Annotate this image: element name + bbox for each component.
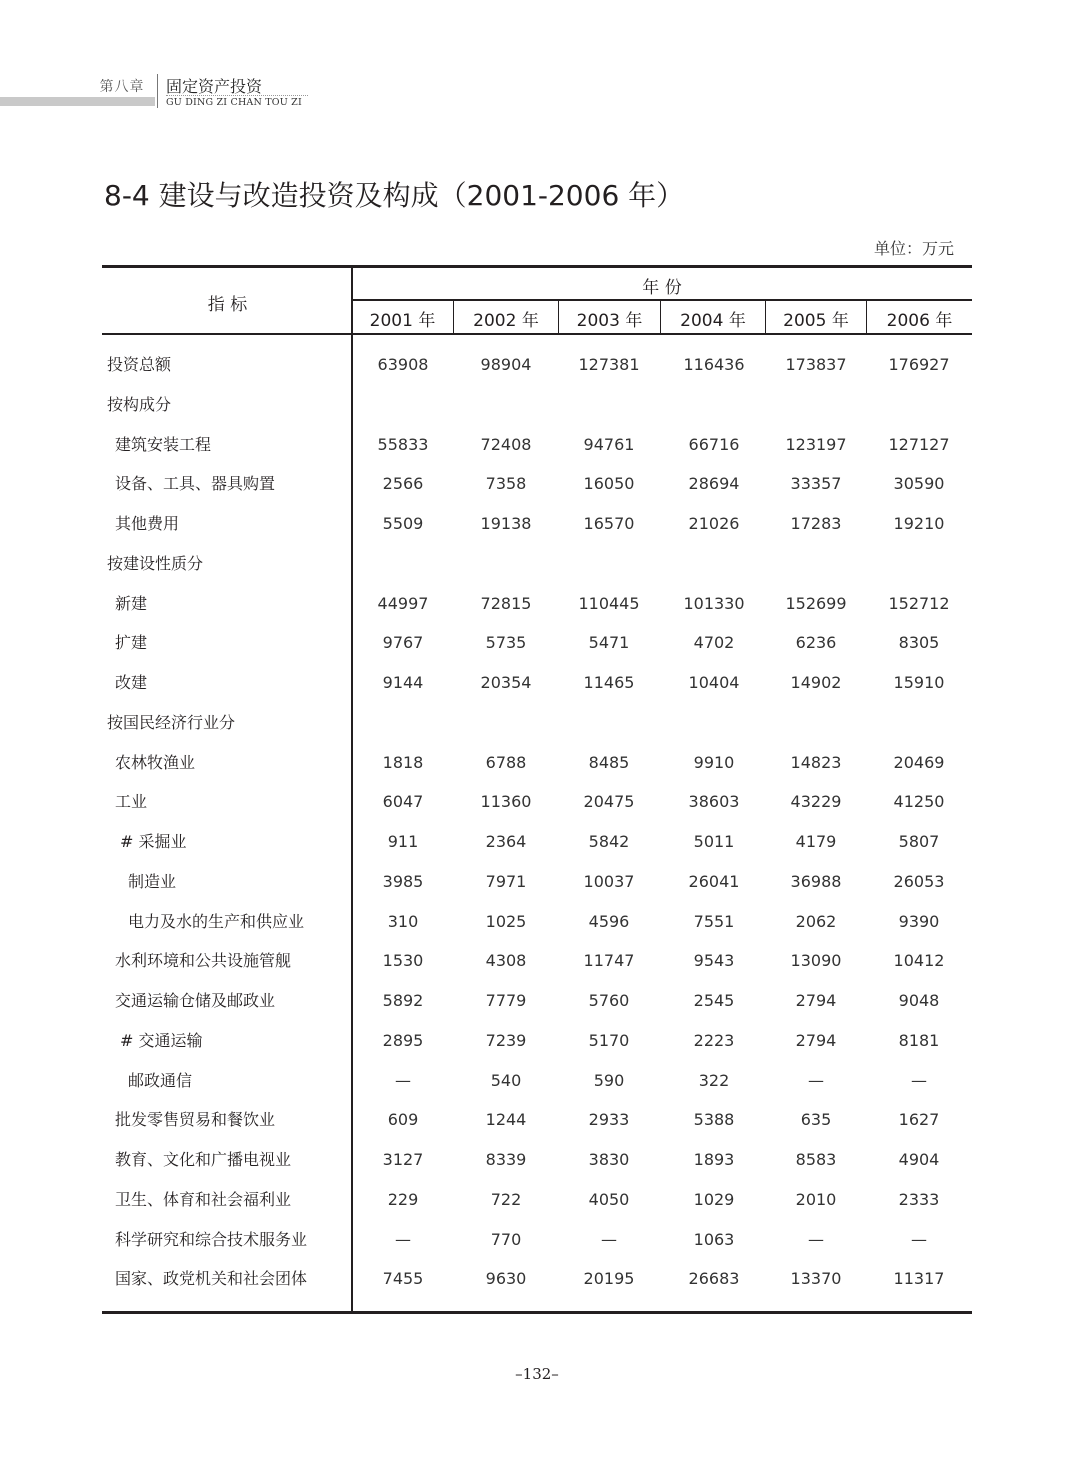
cell-value: 1029 xyxy=(693,1189,735,1209)
table-row xyxy=(104,594,972,634)
cell-value: 11465 xyxy=(583,673,635,692)
cell-value: 127381 xyxy=(578,355,640,374)
cell-value: 5471 xyxy=(588,633,630,653)
cell-value: 19138 xyxy=(480,514,532,533)
cell-value: 7455 xyxy=(382,1269,424,1289)
cell-value: 10412 xyxy=(893,951,945,971)
header-subtitle: GU DING ZI CHAN TOU ZI xyxy=(166,97,302,108)
table-row xyxy=(104,753,972,793)
table-row xyxy=(104,1190,972,1230)
row-label: 教育、文化和广播电视业 xyxy=(115,1150,292,1169)
row-label: 新建 xyxy=(115,593,148,613)
cell-value: 98904 xyxy=(480,355,532,374)
cell-value: 2333 xyxy=(898,1189,940,1209)
row-label: 按构成分 xyxy=(107,394,172,414)
cell-value: 8181 xyxy=(898,1030,940,1050)
cell-value: 9767 xyxy=(382,633,424,653)
table-bottom-rule xyxy=(102,1311,972,1314)
cell-value: 7971 xyxy=(485,871,527,891)
cell-value: 72815 xyxy=(480,593,532,613)
table-row xyxy=(104,355,972,395)
cell-value: 11747 xyxy=(583,951,635,971)
cell-value: 9543 xyxy=(693,951,735,971)
cell-value: 16050 xyxy=(583,474,635,494)
cell-value: 94761 xyxy=(583,434,635,454)
row-label: 按国民经济行业分 xyxy=(107,712,236,732)
year-header-2003: 2003 年 xyxy=(576,311,643,331)
row-label: 扩建 xyxy=(115,633,148,653)
cell-value: 16570 xyxy=(583,514,635,533)
cell-value: 3127 xyxy=(382,1150,424,1169)
row-label: 交通运输仓储及邮政业 xyxy=(115,991,276,1010)
cell-value: 19210 xyxy=(893,514,945,533)
table-row xyxy=(104,554,972,594)
cell-value: 590 xyxy=(593,1070,625,1090)
cell-value: — xyxy=(601,1229,617,1249)
cell-value: 4308 xyxy=(485,951,527,971)
table-top-rule xyxy=(102,265,972,268)
cell-value: 2062 xyxy=(795,911,837,931)
table-row xyxy=(104,633,972,673)
cell-value: 2566 xyxy=(382,474,424,494)
cell-value: 5388 xyxy=(693,1110,735,1130)
table-row xyxy=(104,1150,972,1190)
cell-value: — xyxy=(395,1070,411,1090)
year-header-2005: 2005 年 xyxy=(783,311,849,331)
cell-value: 229 xyxy=(387,1189,419,1209)
year-group-rule xyxy=(352,299,972,301)
year-header-2004: 2004 年 xyxy=(680,311,746,331)
cell-value: 1244 xyxy=(485,1110,527,1130)
cell-value: 3830 xyxy=(588,1150,630,1169)
year-header-2006: 2006 年 xyxy=(886,311,953,331)
cell-value: 322 xyxy=(698,1070,730,1090)
cell-value: 6236 xyxy=(795,633,837,653)
cell-value: 116436 xyxy=(683,355,745,374)
cell-value: 9910 xyxy=(693,752,735,772)
cell-value: — xyxy=(395,1229,411,1249)
cell-value: 6788 xyxy=(485,752,527,772)
cell-value: 10404 xyxy=(688,673,740,692)
row-label: 电力及水的生产和供应业 xyxy=(128,911,305,931)
row-label: 农林牧渔业 xyxy=(115,752,196,772)
cell-value: 1818 xyxy=(382,752,424,772)
cell-value: 310 xyxy=(387,911,419,931)
header-bottom-rule xyxy=(102,333,972,335)
cell-value: 11360 xyxy=(480,792,532,812)
cell-value: — xyxy=(911,1070,927,1090)
cell-value: 6047 xyxy=(382,792,424,812)
page-title: 8-4 建设与改造投资及构成（2001-2006 年） xyxy=(104,179,685,212)
cell-value: 10037 xyxy=(583,871,635,891)
cell-value: 26053 xyxy=(893,871,945,891)
cell-value: 152699 xyxy=(785,593,847,613)
cell-value: 110445 xyxy=(578,593,640,613)
cell-value: 4596 xyxy=(588,911,630,931)
cell-value: 911 xyxy=(387,832,419,851)
cell-value: 2794 xyxy=(795,1030,837,1050)
row-label: 改建 xyxy=(115,673,148,692)
cell-value: 9630 xyxy=(485,1269,527,1289)
header-bar xyxy=(0,97,155,106)
cell-value: 33357 xyxy=(790,474,842,494)
row-label: 投资总额 xyxy=(107,355,172,374)
cell-value: 5842 xyxy=(588,832,630,851)
row-label: 水利环境和公共设施管舰 xyxy=(115,951,292,971)
page-number: –132– xyxy=(515,1365,559,1383)
cell-value: 20475 xyxy=(583,792,635,812)
cell-value: 28694 xyxy=(688,474,740,494)
cell-value: 30590 xyxy=(893,474,945,494)
header-divider xyxy=(157,74,158,108)
row-label: 批发零售贸易和餐饮业 xyxy=(115,1110,276,1130)
cell-value: 11317 xyxy=(893,1269,945,1289)
cell-value: 4702 xyxy=(693,633,735,653)
table-row xyxy=(104,673,972,713)
cell-value: 5509 xyxy=(382,514,424,533)
cell-value: 14823 xyxy=(790,752,842,772)
cell-value: 38603 xyxy=(688,792,740,812)
table-row xyxy=(104,951,972,991)
cell-value: 15910 xyxy=(893,673,945,692)
table-row xyxy=(104,991,972,1031)
row-label: 科学研究和综合技术服务业 xyxy=(115,1229,308,1249)
row-label: 邮政通信 xyxy=(128,1070,193,1090)
header-underline xyxy=(166,95,308,96)
cell-value: 5735 xyxy=(485,633,527,653)
cell-value: 26683 xyxy=(688,1269,740,1289)
table-row xyxy=(104,1031,972,1071)
cell-value: 9390 xyxy=(898,911,940,931)
cell-value: — xyxy=(808,1229,824,1249)
table-row xyxy=(104,514,972,554)
cell-value: 173837 xyxy=(785,355,847,374)
cell-value: — xyxy=(911,1229,927,1249)
cell-value: 722 xyxy=(490,1189,522,1209)
header-title: 固定资产投资 xyxy=(166,77,263,96)
row-label: 卫生、体育和社会福利业 xyxy=(115,1189,292,1209)
cell-value: 66716 xyxy=(688,434,740,454)
cell-value: 5011 xyxy=(693,832,735,851)
cell-value: 8583 xyxy=(795,1150,837,1169)
cell-value: 43229 xyxy=(790,792,842,812)
cell-value: 8305 xyxy=(898,633,940,653)
cell-value: 7239 xyxy=(485,1030,527,1050)
cell-value: 1063 xyxy=(693,1229,735,1249)
cell-value: 36988 xyxy=(790,871,842,891)
table-row xyxy=(104,872,972,912)
table-row xyxy=(104,713,972,753)
cell-value: 4179 xyxy=(795,832,837,851)
table-row xyxy=(104,792,972,832)
year-header-2001: 2001 年 xyxy=(369,311,436,331)
cell-value: 20354 xyxy=(480,673,532,692)
cell-value: 5760 xyxy=(588,991,630,1010)
cell-value: 5170 xyxy=(588,1030,630,1050)
year-header-2002: 2002 年 xyxy=(473,311,539,331)
cell-value: 14902 xyxy=(790,673,842,692)
cell-value: 13370 xyxy=(790,1269,842,1289)
cell-value: 9048 xyxy=(898,991,940,1010)
cell-value: 13090 xyxy=(790,951,842,971)
unit-label: 单位：万元 xyxy=(874,239,955,258)
table-row xyxy=(104,395,972,435)
cell-value: 2933 xyxy=(588,1110,630,1130)
table-row xyxy=(104,1110,972,1150)
cell-value: 7779 xyxy=(485,991,527,1010)
cell-value: 2364 xyxy=(485,832,527,851)
cell-value: 609 xyxy=(387,1110,419,1130)
row-label: 其他费用 xyxy=(115,514,180,533)
table-row xyxy=(104,832,972,872)
cell-value: — xyxy=(808,1070,824,1090)
cell-value: 5892 xyxy=(382,991,424,1010)
row-label: 制造业 xyxy=(128,871,177,891)
cell-value: 5807 xyxy=(898,832,940,851)
cell-value: 176927 xyxy=(888,355,950,374)
cell-value: 4050 xyxy=(588,1189,630,1209)
cell-value: 3985 xyxy=(382,871,424,891)
cell-value: 101330 xyxy=(683,593,745,613)
cell-value: 1893 xyxy=(693,1150,735,1169)
table-row xyxy=(104,435,972,475)
cell-value: 2545 xyxy=(693,991,735,1010)
cell-value: 8339 xyxy=(485,1150,527,1169)
chapter-badge: 第八章 xyxy=(99,79,145,95)
cell-value: 26041 xyxy=(688,871,740,891)
cell-value: 127127 xyxy=(888,434,950,454)
cell-value: 635 xyxy=(800,1110,832,1130)
cell-value: 1025 xyxy=(485,911,527,931)
row-label: 工业 xyxy=(115,792,148,812)
cell-value: 9144 xyxy=(382,673,424,692)
cell-value: 2223 xyxy=(693,1030,735,1050)
cell-value: 7358 xyxy=(485,474,527,494)
table-row xyxy=(104,912,972,952)
row-label: 设备、工具、器具购置 xyxy=(115,474,276,494)
cell-value: 2010 xyxy=(795,1189,837,1209)
index-column-header: 指 标 xyxy=(207,295,248,315)
cell-value: 2895 xyxy=(382,1030,424,1050)
row-label: # 采掘业 xyxy=(120,832,187,851)
year-group-header: 年 份 xyxy=(642,278,682,298)
cell-value: 41250 xyxy=(893,792,945,812)
cell-value: 55833 xyxy=(377,434,429,454)
cell-value: 63908 xyxy=(377,355,429,374)
cell-value: 21026 xyxy=(688,514,740,533)
row-label: # 交通运输 xyxy=(120,1030,203,1050)
cell-value: 20469 xyxy=(893,752,945,772)
cell-value: 1530 xyxy=(382,951,424,971)
table-row xyxy=(104,1269,972,1309)
cell-value: 8485 xyxy=(588,752,630,772)
cell-value: 7551 xyxy=(693,911,735,931)
row-label: 国家、政党机关和社会团体 xyxy=(115,1269,308,1289)
cell-value: 44997 xyxy=(377,593,429,613)
cell-value: 770 xyxy=(490,1229,522,1249)
cell-value: 123197 xyxy=(785,434,847,454)
cell-value: 1627 xyxy=(898,1110,940,1130)
cell-value: 152712 xyxy=(888,593,950,613)
table-row xyxy=(104,1071,972,1111)
cell-value: 17283 xyxy=(790,514,842,533)
table-row xyxy=(104,474,972,514)
cell-value: 4904 xyxy=(898,1150,940,1169)
cell-value: 72408 xyxy=(480,434,532,454)
cell-value: 20195 xyxy=(583,1269,635,1289)
cell-value: 540 xyxy=(490,1070,522,1090)
table-row xyxy=(104,1230,972,1270)
row-label: 按建设性质分 xyxy=(107,553,204,573)
row-label: 建筑安装工程 xyxy=(115,434,212,454)
cell-value: 2794 xyxy=(795,991,837,1010)
